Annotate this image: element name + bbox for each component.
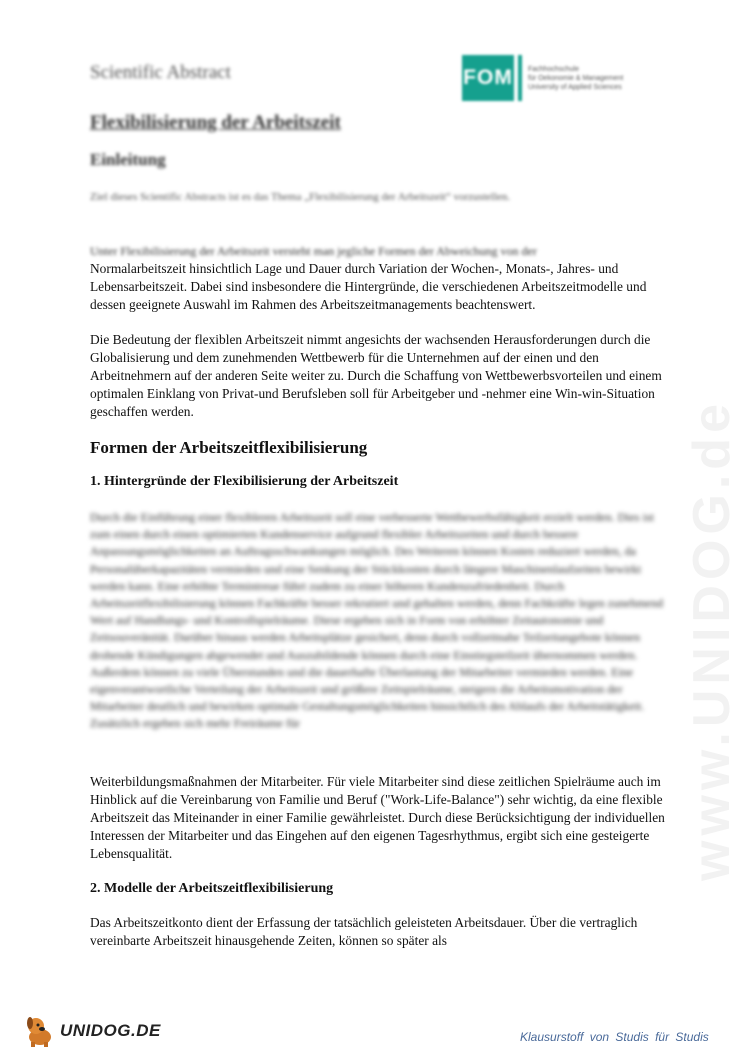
intro-paragraph-2: Normalarbeitszeit hinsichtlich Lage und Dauer durch Variation der Wochen-, Monats-, Jahres- und Lebensarbeitszeit. Dabei sind insbesondere die Hintergründe, die verschiedenen Arbeitszeitmodelle und dessen geeignete Auswahl im Rahmen des Arbeitszeitmanagements beachtenswert. [90,261,647,312]
intro-paragraph-3: Die Bedeutung der flexiblen Arbeitszeit nimmt angesichts der wachsenden Herausforderungen durch die Globalisierung und dem zunehmenden Wettbewerb für die Unternehmen auf der einen und den Arbeitnehmern auf der anderen Seite weiter zu. Durch die Schaffung von Wettbewerbsvorteilen und einem optimalen Einklang von Privat-und Berufsleben soll für Arbeitgeber und -nehmer eine Win-win-Situation geschaffen werden. [90,332,662,419]
fom-logo-mark: FOM [462,55,514,101]
fom-logo-line: Fachhochschule [528,65,579,73]
dog-icon [22,1013,58,1049]
subsection-1-paragraph: Weiterbildungsmaßnahmen der Mitarbeiter. Für viele Mitarbeiter sind diese zeitlichen Spielräume auch im Hinblick auf die Vereinbarung von Familie und Beruf ("Work-Life-Balance") sehr wichtig, da eine flexible Arbeitszeit das Miteinander in einer Familie gewährleistet. Durch diese Berücksichtigung der individuellen Interessen der Mitarbeiter und das Eingehen auf den eigenen Tagesrhythmus, ergibt sich eine gesteigerte Lebensqualität. [90,774,665,861]
fom-logo-line: für Oekonomie & Management [528,74,624,82]
subsection-2-paragraph: Das Arbeitszeitkonto dient der Erfassung der tatsächlich geleisteten Arbeitsdauer. Über die vertraglich vereinbarte Arbeitszeit hinausgehende Zeiten, können so später als [90,915,638,948]
watermark: www.UNIDOG.de [683,399,741,881]
subsection-1-blurred-text: Durch die Einführung einer flexibleren Arbeitszeit soll eine verbesserte Wettbewerbsfähigkeit erzielt werden. Dies ist zum einen durch einen optimierten Kundenservice aufgrund flexibler Arbeitszeiten und durch bessere Anpassungsmöglichkeiten an Auftragsschwankungen möglich. Des Weiteren können Kosten reduziert werden, da Personalüberkapazitäten vermieden und eine Senkung der Stückkosten durch längere Maschinenlaufzeiten bewirkt werden kann. Eine erhöhte Termintreue führt zudem zu einer höheren Kundenzufriedenheit. Durch Arbeitszeitflexibilisierung können Fachkräfte besser rekrutiert und gehalten werden, denn Fachkräfte legen zunehmend Wert auf Handlungs- und Kontrollspielräume. Diese ergeben sich in Form von erhöhter Zeitautonomie und Zeitsouveränität. Darüber hinaus werden Arbeitsplätze gesichert, denn durch vollzeitnahe Teilzeitangebote können drohende Kündigungen abgewendet und Auszubildende können durch eine Einstiegsteilzeit übernommen werden. Außerdem können zu viele Überstunden und die dauerhafte Überlastung der Mitarbeiter vermieden werden. Eine eigenverantwortliche Verteilung der Arbeitszeit und größere Zeitspielräume, steigern die Arbeitsmotivation der Mitarbeiter deutlich und bewirken optimale Gestaltungsmöglichkeiten hinsichtlich des Ablaufs der Arbeitstätigkeit. Zusätzlich ergeben sich mehr Freiräume für [90,510,664,731]
intro-paragraph-1: Ziel dieses Scientific Abstracts ist es das Thema „Flexibilisierung der Arbeitszeit“ vorzustellen. [90,191,511,203]
section-heading: Formen der Arbeitszeitflexibilisierung [90,438,368,457]
intro-heading: Einleitung [90,150,166,169]
unidog-logo-text: UNIDOG.DE [60,1021,161,1040]
header-title: Scientific Abstract [90,62,231,83]
fom-logo-line: University of Applied Sciences [528,83,622,91]
fom-logo [462,52,672,104]
unidog-logo [22,1012,161,1050]
subsection-2-heading: 2. Modelle der Arbeitszeitflexibilisierung [90,881,334,896]
document-body [90,242,666,950]
intro-paragraph-2-blurred: Unter Flexibilisierung der Arbeitszeit versteht man jegliche Formen der Abweichung von der [90,244,537,258]
footer-tagline: Klausurstoff von Studis für Studis [520,1030,709,1044]
fom-logo-divider [518,55,522,101]
fom-logo-text [528,65,623,92]
document-title: Flexibilisierung der Arbeitszeit [90,112,341,133]
subsection-1-heading: 1. Hintergründe der Flexibilisierung der Arbeitszeit [90,474,399,489]
